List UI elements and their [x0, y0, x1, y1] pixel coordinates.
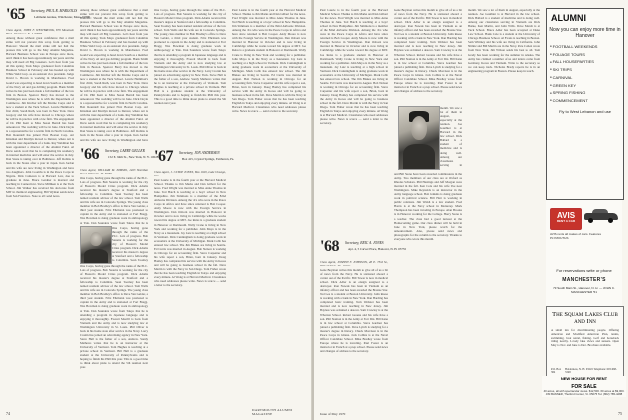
class-68-agent: Class Agent, JOSEPH F. JOHNSON, 48 E. 73rd St.,: [320, 260, 388, 264]
list-item: ● FALL HOUSEPARTIES: [550, 58, 623, 66]
class-68-address: Apt. 4, 5 Carver Place, Hanover, N. H. 03755: [348, 247, 407, 251]
class-67-address: Box 415, Crystal Springs, Fairhaven, Pa.: [182, 157, 235, 161]
alumni-ad-fly-text: Fly to West Lebanon and use: [559, 108, 611, 114]
class-68-secretary: Secretary, ERIC A. JONES: [344, 241, 384, 245]
class-66-column-text: One Corps, having gone through the ranks of the PLC. Lots of progress. Bob Stearns is working for the city of Boston's Model Cities program. Dick Adams received his master's degree at Stanford and a fellowship to Columbia. Sean Toomey has been named resident advisor of the law school. Tom Wells and his wife are in Colorado Springs. The young class member in Bob Bradley's office is Dave Van Gelder, a third year student. Fritz Ehrmann was promoted to captain in the Army and is stationed at Fort Bragg. Wes Bowman is doing graduate work in anthropology at Yale. Dan Saunders wrote from Tokyo that he is: [80, 176, 148, 224]
class-68-column-text-cont: Gene Boynton writes this month to give all of us a bit of news from the Navy. He is stationed aboard a carrier out of the Pacific. Bill Tower is now in medical school. Dick Adler is an ensign assigned to a destroyer. Ron Nowak has been in Vietnam as an infantry officer and has been awarded the Bronze Star. Ted Lee is a student at Boston University. John Reese is working with a bank in New York. Dan Harding has completed basic training. Tom Webster has been married and is now teaching in New Jersey. Jim Bayless was ordained a deacon. Sam Crowley is at the Wharton School. Robert Greene and his wife have a son. Phil Stanton is in the Army at Fort Dix. Bill Kane is in law school at Columbia. Steve Gardner has joined a publishing firm. Dave Lynch is studying for a master's degree in history. Chuck Morrison is in the Peace Corps in Ghana. Jack Collins is at the Naval Officer Candidate School. Mike Bradley wrote from Europe where he is traveling. Paul Foster is an instructor in French at a prep school. Please send news and changes of address to the secretary.: [394, 8, 462, 93]
manchester-ad-address: 73 South Main St., Hanover, N. H. — JOHN C. MANCHESTER '51: [553, 286, 615, 294]
class-66-photo-caption-text: One Corps, having gone through the ranks of the PLC. Lots of progress. Bob Stearns is working for the city of Boston's Model Cities program. Dick Adams received his master's degree at Stanford and a fellowship to Columbia. Sean Toomey: [112, 226, 148, 262]
class-66-agent: Class Agent, WILLIAM M. NIMMO, 1403 Sheridan: [80, 168, 148, 172]
class-65-secretary: Secretary, PAUL R. MARGOLIS: [30, 9, 78, 13]
squam-ad-text: A small inn for discriminating people. Offering American and Modified American Plan, tennis, swimming, boat rental, fishing. Golf and horseback riding nearby. Lovely lake views and sunsets. Open May to Nov. and June to Dec. Brochure available.: [551, 328, 619, 348]
list-item: ● COMMENCEMENT: [550, 97, 623, 105]
class-67-year: '67: [154, 148, 173, 165]
avis-ad: [546, 200, 622, 264]
list-item: ● FOLIAGE TOURS: [550, 51, 623, 59]
class-65-agent: Class Agent, JOHN F. WESTBROOK, 879 Mountain: [6, 28, 74, 32]
right-page-number: 75: [618, 411, 622, 416]
class-65-year: '65: [6, 6, 25, 23]
class-67-agent: Class Agent, J. CLYDE JONES, Box 1029, Lake Oswego,: [154, 170, 226, 174]
manchester-ad-line1: For reservations write or phone: [556, 268, 612, 273]
class-68-year: '68: [320, 238, 339, 255]
class-67-column-text: Paul Laurie is in the fourth year at the Harvard Medical School. Thanks to Jim Marks and Dan Gilbert for the news. Fred Wright was married to Miss Anne Thomas in June. Ted Hatch is teaching at a boys' school in New Hampshire. Jim Simmons is a member of the 82nd Airborne Division. Among the 'A's who were in the Peace Corps in Africa and have since returned is Bob Cooper. Andy Moore is now with the Foreign Service in Washington. Dan Osborn was married in Hanover in October and is now living in Cambridge while he works toward his degree at MIT. Joe Reiss is a graduate student in Hanover at Dartmouth. Wally Crane is living in New York and working for a publisher. John Mayo is in the Navy as a lieutenant. Jay Lutz is teaching at a high school in Vermont. Dick Cunningham is doing graduate work in economics at the University of Michigan. Mark Cobb has entered law school. The Jim Blakes are living in Seattle. Ed Curtis was married in August. Bob Nelson is working in Chicago for an accounting firm. Steve Carpenter and his wife report a son, Brian, born in January. Doug Hanley has completed his service with the Army in Korea and will be going to business school in the fall. Dave Martin is with the Navy in San Diego. Tom Fisher wrote that he has been teaching English in Tokyo and enjoying every minute. Al Wong is at Harvard Medical. Classmates who need addresses please write. News is scarce — send a letter to the secretary.: [154, 178, 226, 288]
alumni-ad-title: ALUMNI: [551, 13, 586, 23]
class-67-column-text-cont: Paul Laurie is in the fourth year at the Harvard Medical School. Thanks to Jim Marks and Dan Gilbert for the news. Fred Wright was married to Miss Anne Thomas in June. Ted Hatch is teaching at a boys' school in New Hampshire. Jim Simmons is a member of the 82nd Airborne Division. Among the 'A's who were in the Peace Corps in Africa and have since returned is Bob Cooper. Andy Moore is now with the Foreign Service in Washington. Dan Osborn was married in Hanover in October and is now living in Cambridge while he works toward his degree at MIT. Joe Reiss is a graduate student in Hanover at Dartmouth. Wally Crane is living in New York and working for a publisher. John Mayo is in the Navy as a lieutenant. Jay Lutz is teaching at a high school in Vermont. Dick Cunningham is doing graduate work in economics at the University of Michigan. Mark Cobb has entered law school. The Jim Blakes are living in Seattle. Ed Curtis was married in August. Bob Nelson is working in Chicago for an accounting firm. Steve Carpenter and his wife report a son, Brian, born in January. Doug Hanley has completed his service with the Army in Korea and will be going to business school in the fall. Dave Martin is with the Navy in San Diego. Tom Fisher wrote that he has been teaching English in Tokyo and enjoying every minute. Al Wong is at Harvard Medical. Classmates who need addresses please write. News is scarce — send a letter to the secretary.: [232, 8, 306, 114]
class-65-column-text: Among those without great confidence that a mail strike will not prevent this scrap from getting to Hanover: Should the mail strike still not halt the presses this will go to the May Alumni Magazine. Harvard Business School was in Europe once more, and I think it has been approximately ten years and the map will need all Big Greeners. Let's hear from you all this spring. Tuck Mayo graduated from Columbia Business School in February and has headed up with White Weld Corp. as an assistant vice president. Judge David L. Brown is working in Manchester. Fred Gould was expecting to head down South as a member of the Navy oil and gas drilling program. Hank Smith writes he has just been made a full member of the law firm in Boston. Spencer Barry has moved to the Washington area where he is with the Department of Commerce. Jim Kircher left the Marine Corps and is now a student at the Tuck School. Lawrie Hamilton's first child, Sarah Ruth, was born in New York. Dave Gregory and his wife have moved to Chicago where he will be in practice with a law firm. The engagement of Dr. Phil Kent to Miss Susan Berndt has been announced. The wedding will be in June. Dick Doyle is a representative for a textile firm in North Carolina. Bob Roundell has joined First Boston Corp. Art Kinsman and Marilyn moved to Denver, where Art is with the trust department of a bank. Ray Waldman has been appointed a director of the Alumni Fund. Al Drew sends word that he is completing his residency in internal medicine and will enter the service in July. Dan Stone is taking over in Baltimore. Jeff Robins is back in the States after a year in Japan. Ken Jordan and his wife are now living in Washington and have two daughters. John Coombs is in the Peace Corps in Nigeria. Dick Cameron is at Harvard Law, due to graduate in June. Bruce Gardner is married and teaching in Connecticut. Steve Milliken is at the Tuck School. Jim Walker has received his doctorate from MIT in chemical engineering. Bill Wyman sends news from San Francisco. Note to all: send news.: [6, 36, 74, 198]
list-item: ● SKI TRIPS: [550, 66, 623, 74]
squam-ad-title: The Squam Lakes Club and Inn: [552, 311, 618, 325]
left-page: [0, 0, 312, 420]
for-sale-ad-title: FOR SALE: [571, 384, 597, 390]
squam-lakes-ad: [546, 306, 624, 378]
footer-magazine-title: DARTMOUTH ALUMNI MAGAZINE: [252, 408, 293, 416]
manchester-ad: [546, 264, 622, 306]
list-item: ● GREEN KEY: [550, 82, 623, 90]
class-67-secretary: Secretary, JON ANDERSEN: [178, 151, 220, 155]
for-sale-ad: [542, 384, 626, 397]
list-item: ● CARNIVAL: [550, 74, 623, 82]
alumni-travel-ad: [546, 8, 624, 200]
manchester-ad-name: MANCHESTER'S: [562, 277, 606, 283]
list-item: ● FOOTBALL WEEKENDS: [550, 43, 623, 51]
class-67-header: [154, 148, 235, 165]
issue-date: Issue of May 1970: [320, 412, 346, 416]
list-item: ● SPRING FISHING: [550, 89, 623, 97]
left-page-number: 74: [6, 411, 10, 416]
class-66-column-text-cont2: One Corps, having gone through the ranks of the PLC. Lots of progress. Bob Stearns is working for the city of Boston's Model Cities program. Dick Adams received his master's degree at Stanford and a fellowship to Columbia. Sean Toomey has been named resident advisor of the law school. Tom Wells and his wife are in Colorado Springs. The young class member in Bob Bradley's office is Dave Van Gelder, a third year student. Fritz Ehrmann was promoted to captain in the Army and is stationed at Fort Bragg. Wes Bowman is doing graduate work in anthropology at Yale. Dan Saunders wrote from Tokyo that he is attending a program in Japanese language and is enjoying it thoroughly. Everett Morrill is back from Vietnam and the Army and is now studying law at Washington University in St. Louis. Phil Oliver is back in his home state after service in the Navy. Larry Cronin has joined an advertising agency in New York. Steve Hall is the father of a son, Andrew. Sandy Mathews writes that he is an instructor at the University of Vermont. Tom Hughes is teaching at a private school in Vermont. Bill Hall is a graduate student at the University of Pennsylvania and is hoping to finish his PhD this year. This is a good time to think about plans to attend the 5th reunion next year.: [154, 8, 226, 106]
naval-officer-portrait-photo: [398, 106, 440, 170]
class-67-column-text-cont2: Paul Laurie is in the fourth year at the Harvard Medical School. Thanks to Jim Marks and Dan Gilbert for the news. Fred Wright was married to Miss Anne Thomas in June. Ted Hatch is teaching at a boys' school in New Hampshire. Jim Simmons is a member of the 82nd Airborne Division. Among the 'A's who were in the Peace Corps in Africa and have since returned is Bob Cooper. Andy Moore is now with the Foreign Service in Washington. Dan Osborn was married in Hanover in October and is now living in Cambridge while he works toward his degree at MIT. Joe Reiss is a graduate student in Hanover at Dartmouth. Wally Crane is living in New York and working for a publisher. John Mayo is in the Navy as a lieutenant. Jay Lutz is teaching at a high school in Vermont. Dick Cunningham is doing graduate work in economics at the University of Michigan. Mark Cobb has entered law school. The Jim Blakes are living in Seattle. Ed Curtis was married in August. Bob Nelson is working in Chicago for an accounting firm. Steve Carpenter and his wife report a son, Brian, born in January. Doug Hanley has completed his service with the Army in Korea and will be going to business school in the fall. Dave Martin is with the Navy in San Diego. Tom Fisher wrote that he has been teaching English in Tokyo and enjoying every minute. Al Wong is at Harvard Medical. Classmates who need addresses please write. News is scarce — send a letter to the secretary.: [320, 8, 388, 126]
class-68-column-text: Gene Boynton writes this month to give all of us a bit of news from the Navy. He is stationed aboard a carrier out of the Pacific. Bill Tower is now in medical school. Dick Adler is an ensign assigned to a destroyer. Ron Nowak has been in Vietnam as an infantry officer and has been awarded the Bronze Star. Ted Lee is a student at Boston University. John Reese is working with a bank in New York. Dan Harding has completed basic training. Tom Webster has been married and is now teaching in New Jersey. Jim Bayless was ordained a deacon. Sam Crowley is at the Wharton School. Robert Greene and his wife have a son. Phil Stanton is in the Army at Fort Dix. Bill Kane is in law school at Columbia. Steve Gardner has joined a publishing firm. Dave Lynch is studying for a master's degree in history. Chuck Morrison is in the Peace Corps in Ghana. Jack Collins is at the Naval Officer Candidate School. Mike Bradley wrote from Europe where he is traveling. Paul Foster is an instructor in French at a prep school. Please send news and changes of address to the secretary.: [320, 268, 388, 353]
class-65-column-text-cont: Among those without great confidence that a mail strike will not prevent this scrap from getting to Hanover: Should the mail strike still not halt the presses this will go to the May Alumni Magazine. Harvard Business School was in Europe once more, and I think it has been approximately ten years and the map will need all Big Greeners. Let's hear from you all this spring. Tuck Mayo graduated from Columbia Business School in February and has headed up with White Weld Corp. as an assistant vice president. Judge David L. Brown is working in Manchester. Fred Gould was expecting to head down South as a member of the Navy oil and gas drilling program. Hank Smith writes he has just been made a full member of the law firm in Boston. Spencer Barry has moved to the Washington area where he is with the Department of Commerce. Jim Kircher left the Marine Corps and is now a student at the Tuck School. Lawrie Hamilton's first child, Sarah Ruth, was born in New York. Dave Gregory and his wife have moved to Chicago where he will be in practice with a law firm. The engagement of Dr. Phil Kent to Miss Susan Berndt has been announced. The wedding will be in June. Dick Doyle is a representative for a textile firm in North Carolina. Bob Roundell has joined First Boston Corp. Art Kinsman and Marilyn moved to Denver, where Art is with the trust department of a bank. Ray Waldman has been appointed a director of the Alumni Fund. Al Drew sends word that he is completing his residency in internal medicine and will enter the service in July. Dan Stone is taking over in Baltimore. Jeff Robins is back in the States after a year in Japan. Ken Jordan and his wife are now living in Washington and have: [80, 8, 148, 142]
class-68-column-text-cont2: and Bill Stone have been awarded commissions in the Army. Two members of our class are at Oxford as Rhodes Scholars. Phil Hastings and Jeff Morgan were married in the fall. Ken Cole and his wife live near Washington. Mike Reynolds is an instructor in the Army language school. Bob Jenkins is doing graduate work in political science. Bill Hart is working in public relations. Jim Walsh is a law student. Fred Harris is at the Navy school in Monterey. Mark Thompson has been traveling in Europe. Alan Brooks is in Hanover working for the College. Harry Stone is a teacher. The class had a good turnout at the Homecoming game. Our class dinner will be held in June in New York, please watch for the announcement. Also, please send news and photographs for the column to the secretary. Thanks to everyone who wrote this month.: [394, 172, 462, 241]
class-66-column-text-cont: One Corps, having gone through the ranks of the PLC. Lots of progress. Bob Stearns is working for the city of Boston's Model Cities program. Dick Adams received his master's degree at Stanford and a fellowship to Columbia. Sean Toomey has been named resident advisor of the law school. Tom Wells and his wife are in Colorado Springs. The young class member in Bob Bradley's office is Dave Van Gelder, a third year student. Fritz Ehrmann was promoted to captain in the Army and is stationed at Fort Bragg. Wes Bowman is doing graduate work in anthropology at Yale. Dan Saunders wrote from Tokyo that he is attending a program in Japanese language and is enjoying it thoroughly. Everett Morrill is back from Vietnam and the Army and is now studying law at Washington University in St. Louis. Phil Oliver is back in his home state after service in the Navy. Larry Cronin has joined an advertising agency in New York. Steve Hall is the father of a son, Andrew. Sandy Mathews writes that he is an instructor at the University of Vermont. Tom Hughes is teaching at a private school in Vermont. Bill Hall is a graduate student at the University of Pennsylvania and is hoping to finish his PhD this year. This is a good time to think about plans to attend the 5th reunion next year.: [80, 264, 148, 370]
class-66-header: [80, 146, 159, 163]
class-66-secretary: Secretary, LARRY GELLER: [104, 149, 145, 153]
class-66-address: 152 E. 94th St., New York, N. Y. 10028: [108, 155, 159, 159]
alumni-ad-subtitle: Now you can enjoy more time in Hanover: [549, 27, 621, 39]
class-column-text-cont3: month. We saw a lot of them in August, especially at the reunion. Joe Gauthier is at Harvard in the law school. Dick Ballard is a student of medicine and is doing well. Among our classmates serving in Vietnam are Rick Burke, Ken Martin, and John Wills. Dave Marsh is at Tuck School. Bruce Adler has been accepted at Duke Law School. Hank Cole is a student at the University of Chicago Business School. Al Evans is teaching in Boston. Sam Whitney and his wife are living in California. John Nimitz and Bill Martin are in the Navy. Pete Cohen wrote from New York. Jim Wilson sends his best to all. Tom Grady has been working for the summer in Alaska. The Army has claimed a number of us and letters come from Germany, Korea and Vietnam. Write to the secretary so we can keep track. Nicholas Brady reports he is in an engineering program in Boston. Please keep in touch.: [468, 8, 540, 73]
for-sale-ad-text: 40 acres, all with spectacular views. $12,500. 60 acres at $9,000. JIM BANNER, Thetford Center, Vt. 05075 Tel. (802) 785-4288: [543, 389, 625, 397]
photo-caption-text: month. We saw a lot of them in August, especially at the reunion. Joe Gauthier is at Harvard in the law school. Dick Ballard is a student of medicine and is doing well. Among our classmates serving in: [440, 106, 462, 167]
avis-logo: AVIS RENT A CAR: [550, 208, 582, 230]
house-ad-title: NEW HOUSE FOR RENT: [560, 376, 608, 381]
class-66-year: '66: [80, 146, 99, 163]
squam-ad-footer: P.O. Box 384 Holderness, N. H. 03245 Telephone: 603-968-3348: [551, 368, 617, 374]
car-icon: [584, 208, 618, 222]
class-65-address: Lehmann Avenue, Winchester, Mass. 01890: [34, 15, 91, 19]
right-page: [314, 0, 628, 420]
classmate-portrait-photo: [80, 226, 112, 264]
alumni-ad-list: [550, 43, 623, 105]
avis-ad-text: AVIS rents all makes of cars. Features PLYMOUTHS: [550, 232, 601, 240]
class-65-header: [6, 6, 91, 23]
